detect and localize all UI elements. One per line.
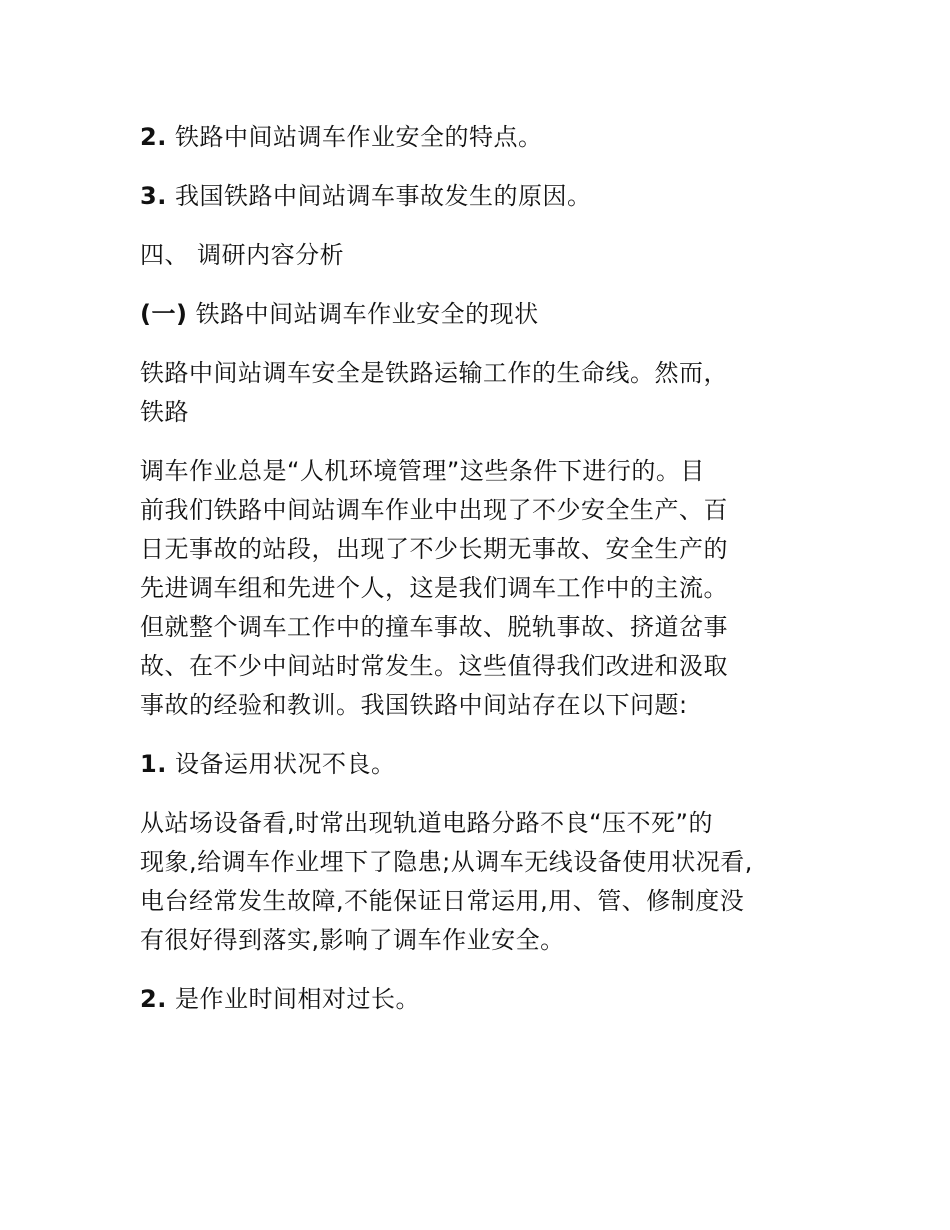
paragraph-line: 故、在不少中间站时常发生。这些值得我们改进和汲取 xyxy=(140,652,728,680)
item-text: 我国铁路中间站调车事故发生的原因。 xyxy=(174,182,592,210)
paragraph-line: 有很好得到落实,影响了调车作业安全。 xyxy=(140,926,565,954)
paragraph-line: 事故的经验和教训。我国铁路中间站存在以下问题: xyxy=(140,691,688,719)
paragraph-3 xyxy=(140,804,820,960)
subsection-text: 铁路中间站调车作业安全的现状 xyxy=(195,300,539,328)
item-number: 1. xyxy=(140,750,167,778)
item-2b-heading xyxy=(140,980,820,1019)
paragraph-line: 先进调车组和先进个人，这是我们调车工作中的主流。 xyxy=(140,574,728,602)
paragraph-line: 从站场设备看,时常出现轨道电路分路不良“压不死”的 xyxy=(140,809,713,837)
paragraph-line: 但就整个调车工作中的撞车事故、脱轨事故、挤道岔事 xyxy=(140,613,728,641)
item-text: 设备运用状况不良。 xyxy=(174,750,396,778)
subsection-one-heading xyxy=(140,295,820,334)
paragraph-line: 现象,给调车作业埋下了隐患;从调车无线设备使用状况看, xyxy=(140,848,753,876)
item-3-heading xyxy=(140,177,820,216)
item-2-heading xyxy=(140,118,820,157)
paragraph-line: 铁路中间站调车安全是铁路运输工作的生命线。然而， xyxy=(140,359,728,387)
item-number: 3. xyxy=(140,182,167,210)
paragraph-1 xyxy=(140,354,820,432)
item-text: 铁路中间站调车作业安全的特点。 xyxy=(174,123,543,151)
item-number: 2. xyxy=(140,123,167,151)
paragraph-line: 日无事故的站段，出现了不少长期无事故、安全生产的 xyxy=(140,535,728,563)
item-text: 是作业时间相对过长。 xyxy=(174,985,420,1013)
paragraph-line: 电台经常发生故障,不能保证日常运用,用、管、修制度没 xyxy=(140,887,745,915)
paragraph-line: 调车作业总是“人机环境管理”这些条件下进行的。目 xyxy=(140,457,705,485)
item-number: 2. xyxy=(140,985,167,1013)
paragraph-line: 前我们铁路中间站调车作业中出现了不少安全生产、百 xyxy=(140,496,728,524)
item-1-heading xyxy=(140,745,820,784)
document-body xyxy=(140,118,820,1039)
paragraph-line: 铁路 xyxy=(140,398,189,426)
paragraph-2 xyxy=(140,452,820,725)
section-text: 四、 调研内容分析 xyxy=(140,241,345,269)
section-four-heading xyxy=(140,236,820,275)
subsection-number: (一) xyxy=(140,300,188,328)
